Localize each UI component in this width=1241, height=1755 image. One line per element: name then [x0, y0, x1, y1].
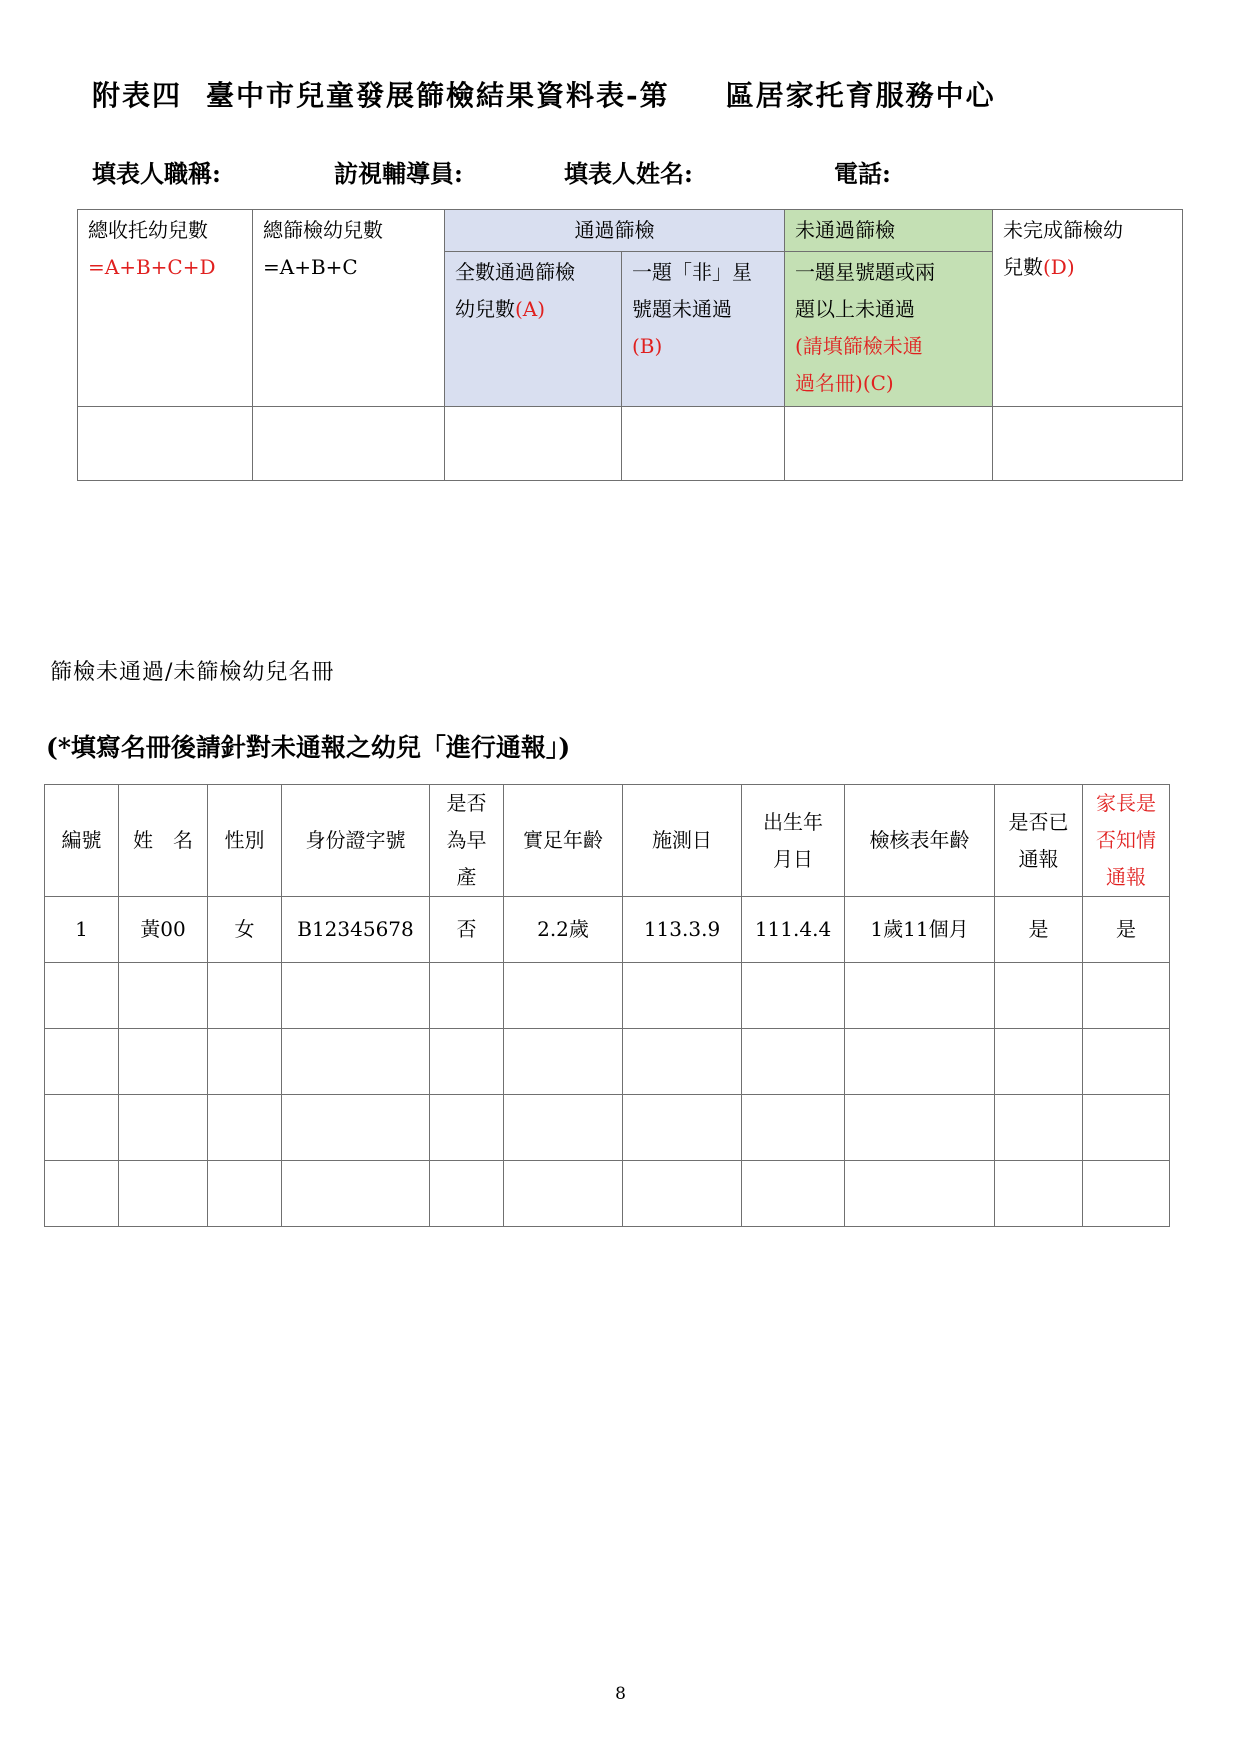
filler-name-label: 填表人姓名:	[564, 159, 693, 188]
empty-cell[interactable]	[623, 963, 742, 1029]
roster-header-reported: 是否已 通報	[995, 785, 1083, 897]
empty-cell[interactable]	[742, 963, 845, 1029]
summary-data-row	[78, 407, 1183, 481]
empty-cell[interactable]	[995, 963, 1083, 1029]
job-title-label: 填表人職稱:	[92, 159, 221, 188]
roster-header-form-age: 檢核表年齡	[845, 785, 995, 897]
summary-cell[interactable]	[785, 407, 993, 481]
roster-table	[44, 784, 1170, 1227]
summary-cell[interactable]	[622, 407, 785, 481]
empty-cell[interactable]	[430, 1029, 504, 1095]
empty-cell[interactable]	[742, 1029, 845, 1095]
cell-id: B12345678	[282, 897, 430, 963]
empty-cell[interactable]	[208, 1095, 282, 1161]
empty-cell[interactable]	[623, 1161, 742, 1227]
roster-header-row	[45, 785, 1170, 897]
empty-cell[interactable]	[1083, 1029, 1170, 1095]
cell-premature: 否	[430, 897, 504, 963]
empty-cell[interactable]	[208, 963, 282, 1029]
title-center: 區居家托育服務中心	[725, 79, 996, 112]
empty-cell[interactable]	[1083, 963, 1170, 1029]
empty-cell[interactable]	[282, 1095, 430, 1161]
page-number: 8	[615, 1684, 626, 1704]
summary-cell[interactable]	[253, 407, 445, 481]
empty-cell[interactable]	[45, 1161, 119, 1227]
cell-parent-informed: 是	[1083, 897, 1170, 963]
empty-cell[interactable]	[1083, 1095, 1170, 1161]
empty-cell[interactable]	[430, 1095, 504, 1161]
summary-col-total-enrolled: 總收托幼兒數 =A+B+C+D	[78, 210, 253, 407]
empty-cell[interactable]	[995, 1029, 1083, 1095]
summary-col-all-pass: 全數通過篩檢 幼兒數(A)	[445, 252, 622, 407]
empty-cell[interactable]	[282, 1029, 430, 1095]
cell-test-date: 113.3.9	[623, 897, 742, 963]
empty-cell[interactable]	[504, 1095, 623, 1161]
summary-cell[interactable]	[993, 407, 1183, 481]
table-row	[45, 1029, 1170, 1095]
empty-cell[interactable]	[504, 1029, 623, 1095]
empty-cell[interactable]	[119, 1095, 208, 1161]
empty-cell[interactable]	[742, 1095, 845, 1161]
empty-cell[interactable]	[119, 963, 208, 1029]
table-row	[45, 1161, 1170, 1227]
table-row	[45, 897, 1170, 963]
summary-col-incomplete: 未完成篩檢幼 兒數(D)	[993, 210, 1183, 407]
roster-header-parent-informed: 家長是 否知情 通報	[1083, 785, 1170, 897]
empty-cell[interactable]	[45, 1095, 119, 1161]
document-title	[92, 74, 996, 114]
empty-cell[interactable]	[742, 1161, 845, 1227]
empty-cell[interactable]	[119, 1029, 208, 1095]
empty-cell[interactable]	[623, 1095, 742, 1161]
empty-cell[interactable]	[995, 1095, 1083, 1161]
cell-reported: 是	[995, 897, 1083, 963]
roster-header-premature: 是否 為早 產	[430, 785, 504, 897]
screening-summary-table	[77, 209, 1183, 481]
empty-cell[interactable]	[1083, 1161, 1170, 1227]
title-annex: 附表四	[92, 79, 183, 112]
roster-title: 篩檢未通過/未篩檢幼兒名冊	[50, 660, 335, 685]
summary-cell[interactable]	[445, 407, 622, 481]
empty-cell[interactable]	[282, 1161, 430, 1227]
roster-header-id: 身份證字號	[282, 785, 430, 897]
summary-col-non-star-fail: 一題「非」星 號題未通過 (B)	[622, 252, 785, 407]
empty-cell[interactable]	[208, 1161, 282, 1227]
roster-header-test-date: 施測日	[623, 785, 742, 897]
empty-cell[interactable]	[845, 1029, 995, 1095]
empty-cell[interactable]	[282, 963, 430, 1029]
empty-cell[interactable]	[845, 1161, 995, 1227]
cell-age: 2.2歲	[504, 897, 623, 963]
empty-cell[interactable]	[45, 963, 119, 1029]
summary-col-total-screened: 總篩檢幼兒數 =A+B+C	[253, 210, 445, 407]
empty-cell[interactable]	[504, 1161, 623, 1227]
title-main: 臺中市兒童發展篩檢結果資料表-第	[206, 79, 670, 112]
empty-cell[interactable]	[504, 963, 623, 1029]
table-row	[45, 963, 1170, 1029]
roster-note: (*填寫名冊後請針對未通報之幼兒「進行通報」)	[46, 733, 571, 762]
roster-header-no: 編號	[45, 785, 119, 897]
empty-cell[interactable]	[208, 1029, 282, 1095]
cell-form-age: 1歲11個月	[845, 897, 995, 963]
summary-col-star-fail: 一題星號題或兩 題以上未通過 (請填篩檢未通 過名冊)(C)	[785, 252, 993, 407]
roster-header-birth: 出生年 月日	[742, 785, 845, 897]
summary-cell[interactable]	[78, 407, 253, 481]
empty-cell[interactable]	[45, 1029, 119, 1095]
empty-cell[interactable]	[430, 1161, 504, 1227]
roster-header-gender: 性別	[208, 785, 282, 897]
empty-cell[interactable]	[430, 963, 504, 1029]
empty-cell[interactable]	[845, 963, 995, 1029]
empty-cell[interactable]	[845, 1095, 995, 1161]
table-row	[45, 1095, 1170, 1161]
cell-birth: 111.4.4	[742, 897, 845, 963]
cell-gender: 女	[208, 897, 282, 963]
empty-cell[interactable]	[623, 1029, 742, 1095]
empty-cell[interactable]	[995, 1161, 1083, 1227]
roster-header-name: 姓 名	[119, 785, 208, 897]
empty-cell[interactable]	[119, 1161, 208, 1227]
cell-no: 1	[45, 897, 119, 963]
summary-group-passed: 通過篩檢	[445, 210, 785, 252]
visitor-label: 訪視輔導員:	[334, 159, 463, 188]
roster-header-age: 實足年齡	[504, 785, 623, 897]
cell-name: 黃00	[119, 897, 208, 963]
summary-group-failed: 未通過篩檢	[785, 210, 993, 252]
phone-label: 電話:	[834, 159, 891, 188]
